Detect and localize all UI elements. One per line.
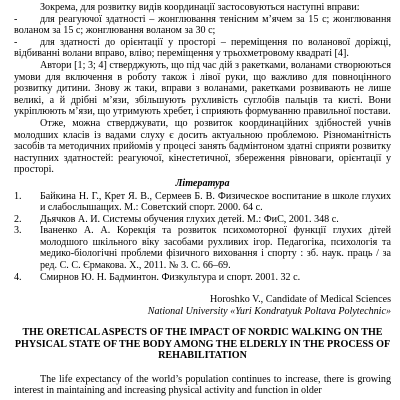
reference-text: Іваненко А. А. Корекція та розвиток психомоторної функції глухих дітей молодшого шкільного віку засобами рухливих ігор. Педагогіка, психологія та медико-біологічні проблеми фізичного виховання і спорту : зб. наук. праць / за ред. С. С. Єрмакова. Х., 2011. № 3. С. 66–69. [40, 225, 391, 272]
intro-paragraph: Зокрема, для розвитку видів координації застосовуються наступні вправи: [40, 2, 360, 13]
body-paragraph-3: Отже, можна стверджувати, що розвиток координаційних здібностей учнів молодших класів із вадами слуху є досить актуальною проблемою. Різноманітність засобів та методичних прийомів у процесі занять бадмінтоном здатні сприяти розвитку наступних здатностей: реагуючої, кінестетичної, збереження рівноваги, орієнтації у просторі. [14, 117, 391, 176]
reference-number: 2. [14, 213, 22, 225]
reference-item [14, 272, 391, 284]
bullet-text: для здатності до орієнтації у просторі – переміщення по воланової доріжці, відбиванні волани вправо, вліво; переміщення у трьохметровому квадраті [4]. [14, 36, 391, 60]
literature-heading: Література [175, 177, 230, 189]
reference-item [14, 225, 391, 271]
bullet-text: для реагуючої здатності – жонглювання тенісним м’ячем за 15 с; жонглювання воланом за 15 с; жонглювання воланом за 30 с; [14, 13, 391, 37]
reference-text: Байкина Н. Г., Крет Я. В., Сермеев Б. В. Физическое воспитание в школе глухих и слабослышащих. М.: Советский спорт. 2000. 64 с. [40, 190, 391, 214]
article-title: THE ORETICAL ASPECTS OF THE IMPACT OF NORDIC WALKING ON THE PHYSICAL STATE OF THE BODY AMONG THE ELDERLY IN THE PROCESS OF REHABILITATION [14, 327, 391, 362]
bullet-dash: - [14, 36, 18, 48]
bullet-item-1 [14, 14, 391, 37]
affiliation-line: National University «Yuri Kondratyuk Poltava Polytechnic» [147, 305, 391, 317]
references-list [14, 191, 391, 284]
english-paragraph: The life expectancy of the world’s population continues to increase, there is growing interest in maintaining and increasing physical activity and function in older [14, 373, 391, 397]
reference-number: 4. [14, 271, 22, 283]
reference-text: Дьячков А. И. Системы обучения глухих детей. М.: ФиС, 2001. 348 с. [40, 213, 339, 225]
reference-text: Смирнов Ю. Н. Бадминтон. Физкультура и спорт. 2001. 32 с. [40, 271, 301, 283]
author-line: Horoshko V., Candidate of Medical Sciences [210, 294, 391, 306]
reference-item [14, 214, 391, 226]
reference-number: 3. [14, 225, 22, 237]
bullet-dash: - [14, 13, 18, 25]
reference-item [14, 191, 391, 214]
body-paragraph-2: Автори [1; 3; 4] стверджують, що під час дій з ракетками, воланами створюються умови для включення в роботу також і лівої руки, що важливо для повноцінного розвитку дитини. Знову ж таки, вправи з воланами, ракетками розвивають не лише великі, а й дрібні м’язи, збільшують рухливість суглобів пальців та кисті. Вони укріплюють м’язи, що утримують хребет, і сприяють формуванню правильної постави. [14, 59, 391, 118]
reference-number: 1. [14, 190, 22, 202]
bullet-item-2 [14, 37, 391, 60]
